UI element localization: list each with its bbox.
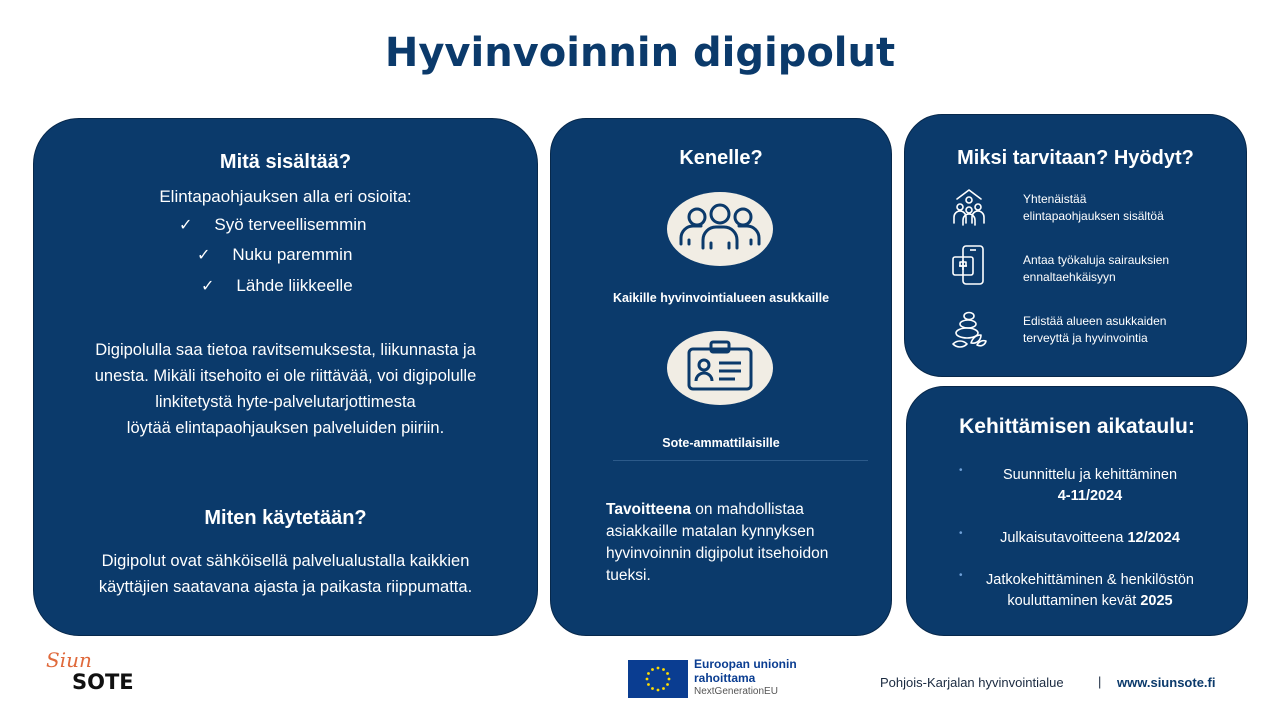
eu-line: NextGenerationEU [694,686,778,697]
paragraph-line: Digipolulla saa tietoa ravitsemuksesta, liikunnasta ja [95,341,476,359]
eu-star [657,667,660,670]
eu-star [666,672,669,675]
paragraph-line: linkitetystä hyte-palvelutarjottimesta [155,393,416,411]
benefit-line: Yhtenäistää [1023,192,1087,206]
paragraph-line: Digipolut ovat sähköisellä palvelualustalla kaikkien [101,552,470,570]
schedule-text: Jatkokehittäminen & henkilöstön [986,572,1194,588]
schedule-card [906,386,1248,636]
check-icon: ✓ [197,245,211,264]
schedule-text: Suunnittelu ja kehittäminen [1002,467,1178,483]
footer-organization: Pohjois-Karjalan hyvinvointialue [880,675,1064,690]
what-heading: Mitä sisältää? [219,151,352,173]
how-paragraph [52,548,519,600]
checklist-label: Syö terveellisemmin [214,215,367,234]
checklist-item [201,276,353,296]
logo-script: Siun [46,648,92,672]
id-badge-icon [667,331,773,405]
bullet-icon: • [959,528,963,539]
footer-separator: | [1098,674,1102,689]
eu-star [646,678,649,681]
eu-star [657,689,660,692]
paragraph-line: unesta. Mikäli itsehoito ei ole riittävää, voi digipolulle [94,367,477,385]
why-heading: Miksi tarvitaan? Hyödyt? [957,147,1194,169]
divider [613,460,868,461]
audience-card [550,118,892,636]
schedule-date: 2025 [1140,593,1173,609]
eu-star [662,668,665,671]
schedule-heading: Kehittämisen aikataulu: [959,415,1195,438]
wellness-stones-icon [949,307,989,351]
eu-funding-label [694,657,797,699]
eu-star [668,678,671,681]
schedule-item [929,570,1233,612]
schedule-date: 4-11/2024 [1057,488,1123,504]
who-heading: Kenelle? [679,147,763,169]
benefit-text [1023,313,1223,347]
content-card [33,118,538,636]
paragraph-line: asiakkaille matalan kynnyksen [606,523,815,540]
footer-website-link[interactable]: www.siunsote.fi [1117,675,1216,690]
schedule-text: Julkaisutavoitteena [1000,530,1128,546]
audience-label: Kaikille hyvinvointialueen asukkaille [612,291,830,305]
people-group-icon [667,192,773,266]
paragraph-line: on mahdollistaa [691,501,804,518]
siun-sote-logo [46,648,136,696]
eu-flag-icon [628,660,688,698]
checklist-label: Nuku paremmin [232,245,353,264]
schedule-text: kouluttaminen kevät [1007,593,1141,609]
schedule-item [929,465,1233,507]
check-icon: ✓ [201,276,215,295]
eu-line: Euroopan unionin [694,657,797,671]
medical-phone-icon [949,243,989,287]
benefit-text [1023,191,1223,225]
what-paragraph [52,337,519,441]
eu-star [666,683,669,686]
paragraph-line: hyvinvoinnin digipolut itsehoidon [606,545,829,562]
eu-star [647,672,650,675]
bullet-icon: • [959,465,963,476]
benefit-line: Antaa työkaluja sairauksien [1023,253,1170,267]
how-heading: Miten käytetään? [204,507,367,529]
eu-star [651,668,654,671]
paragraph-line: käyttäjien saatavana ajasta ja paikasta riippumatta. [98,578,473,596]
benefit-line: ennaltaehkäisyyn [1023,270,1116,284]
eu-star [651,687,654,690]
logo-text: SOTE [72,670,134,694]
checklist-label: Lähde liikkeelle [236,276,353,295]
benefits-card [904,114,1247,377]
benefit-line: terveyttä ja hyvinvointia [1023,331,1148,345]
eu-star [662,687,665,690]
page-title: Hyvinvoinnin digipolut [384,30,896,76]
audience-label: Sote-ammattilaisille [662,436,780,450]
eu-line: rahoittama [694,671,756,685]
goal-keyword: Tavoitteena [606,501,691,518]
checklist-item [179,215,367,235]
eu-star [647,683,650,686]
paragraph-line: löytää elintapaohjauksen palveluiden piiriin. [126,419,445,437]
bullet-icon: • [959,570,963,581]
checklist-item [197,245,352,265]
goal-paragraph [606,499,871,587]
benefit-line: elintapaohjauksen sisältöä [1023,209,1164,223]
check-icon: ✓ [179,215,193,234]
paragraph-line: tueksi. [606,567,651,584]
what-intro: Elintapaohjauksen alla eri osioita: [159,187,412,206]
benefit-line: Edistää alueen asukkaiden [1023,314,1167,328]
benefit-text [1023,252,1223,286]
schedule-item [929,528,1233,549]
community-icon [949,185,989,229]
schedule-date: 12/2024 [1127,530,1180,546]
